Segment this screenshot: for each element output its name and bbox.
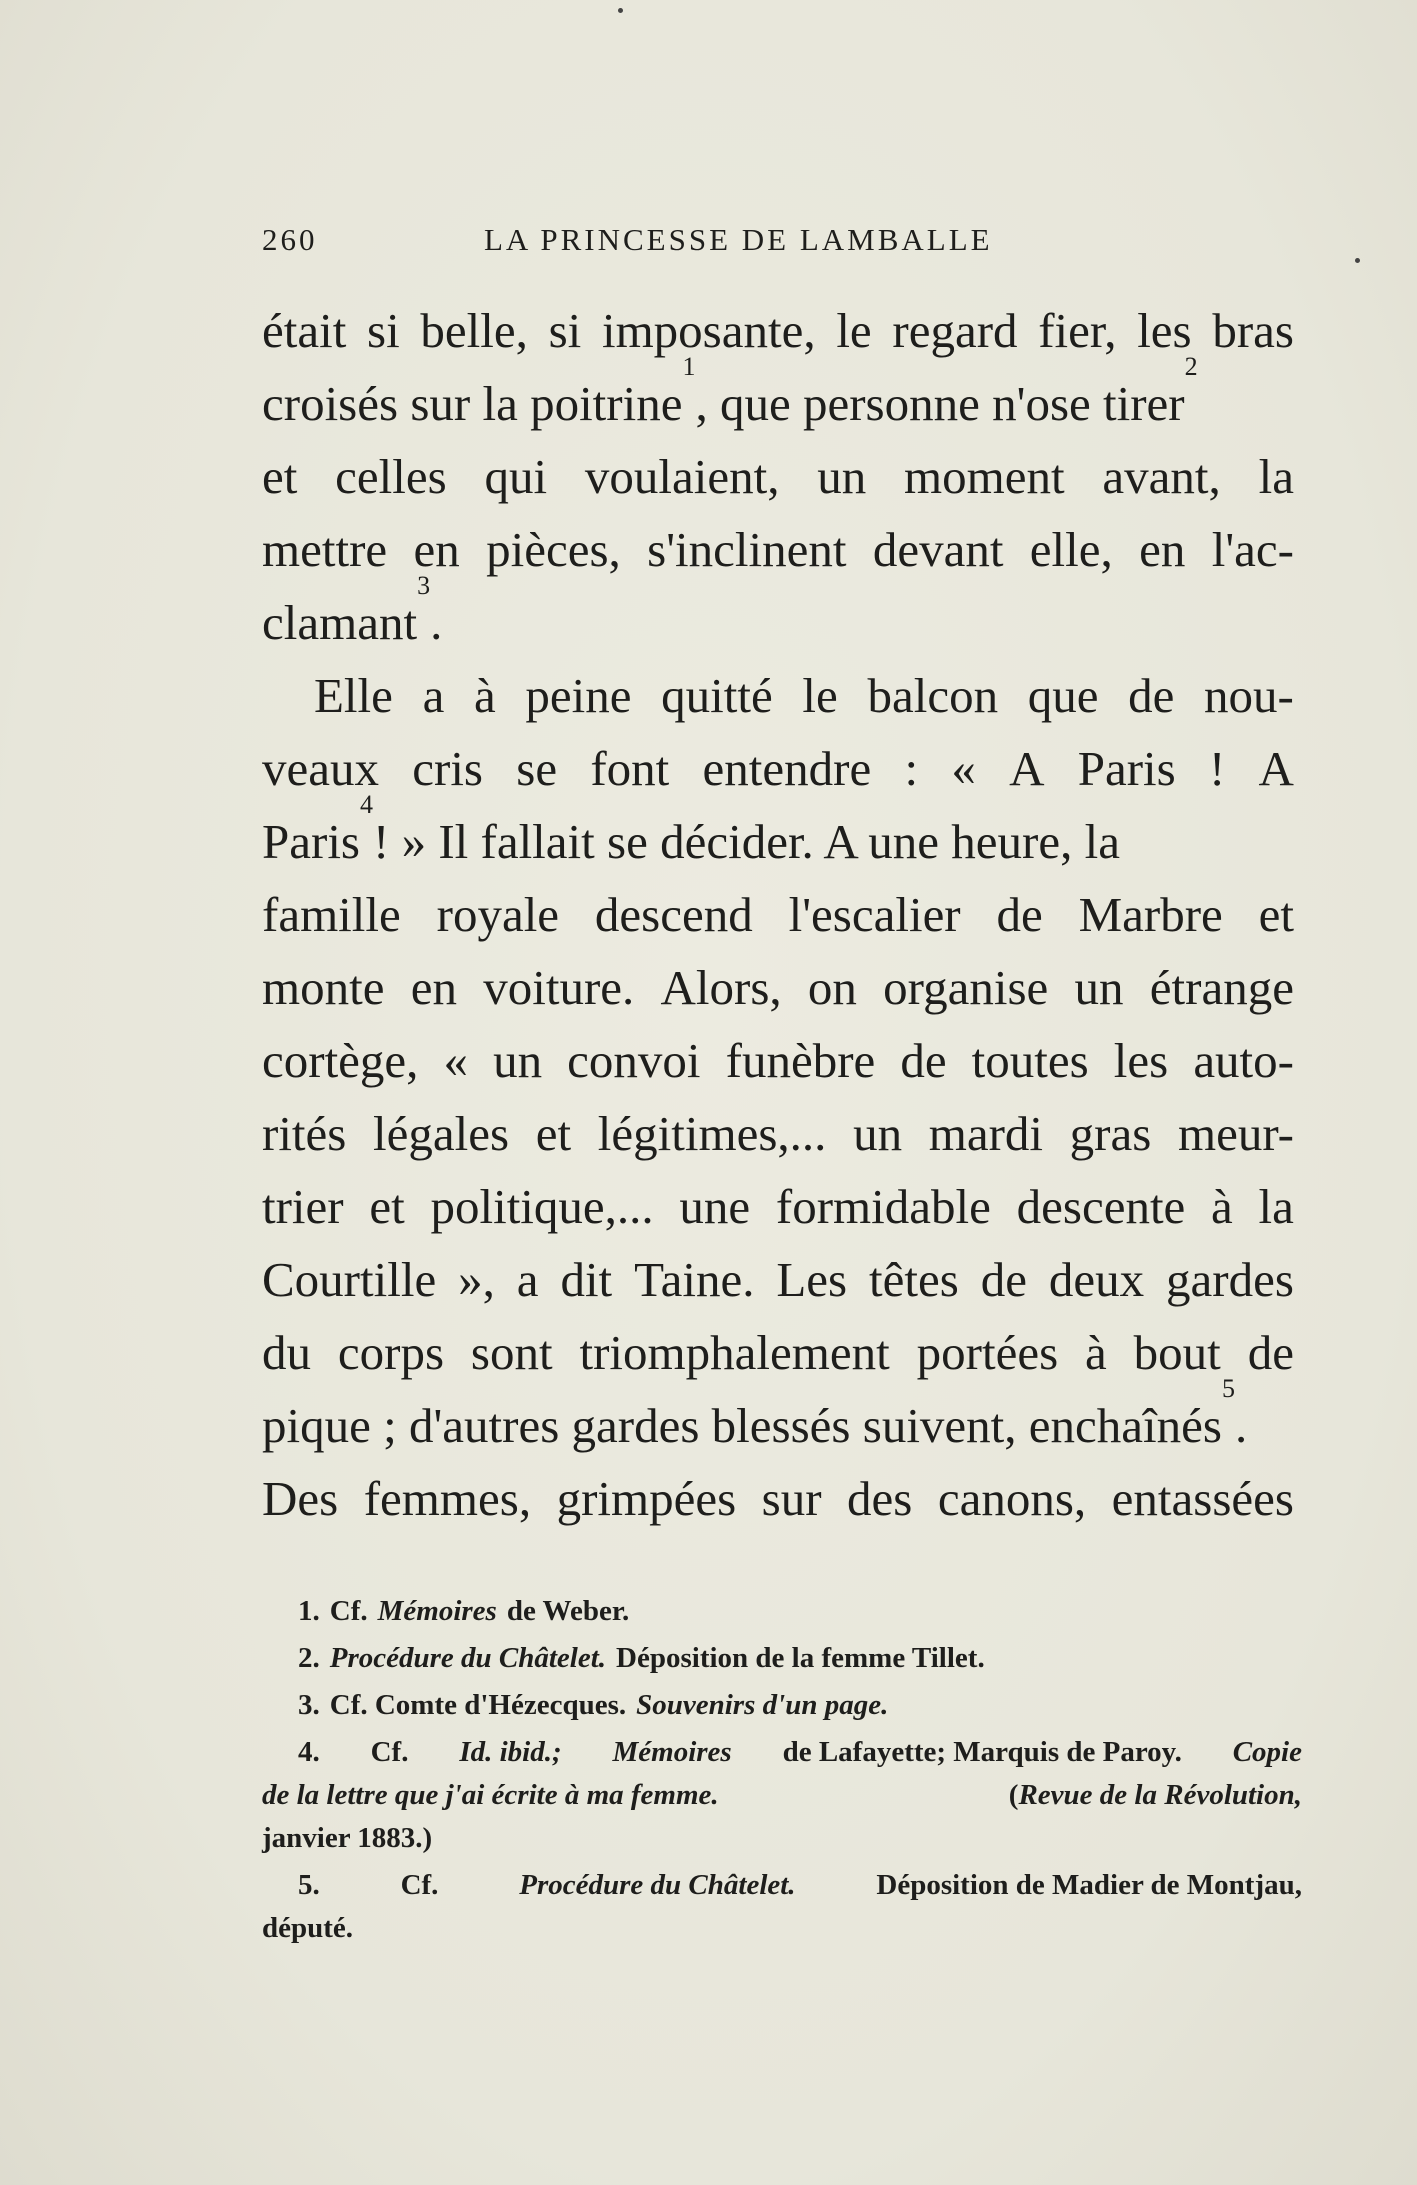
word: Des [262,1471,339,1526]
note-mark: 3 [417,571,431,600]
word: voiture. [483,960,635,1015]
word: mettre [262,522,388,577]
word: de [996,887,1043,942]
text-line-content: Paris [262,814,360,869]
word: royale [436,887,560,942]
word: voulaient, [584,449,780,504]
word: entassées [1111,1471,1294,1526]
footnote-title: Souvenirs d'un page. [636,1689,889,1721]
word: têtes [869,1252,959,1307]
word: grimpées [556,1471,737,1526]
footnote-number: 4. [298,1736,320,1768]
footnotes [262,1590,1302,1954]
word: un [1074,960,1124,1015]
word: Taine. [634,1252,755,1307]
word: qui [484,449,548,504]
word: moment [904,449,1065,504]
word: Marbre [1078,887,1223,942]
word: la [1258,1179,1294,1234]
word: « [951,741,976,796]
word: et [262,449,298,504]
text-line [262,571,1294,659]
word: descend [594,887,753,942]
word: A [1258,741,1294,796]
text-line [262,294,1294,367]
word: pièces, [486,522,621,577]
word: a [516,1252,539,1307]
footnote-5 [262,1864,1302,1950]
body-text [262,294,1294,1535]
word: corps [337,1325,445,1380]
word: gras [1069,1106,1152,1161]
word: nou- [1204,668,1294,723]
footnote-3 [262,1684,1302,1727]
text-line-content: , que personne n'ose tirer [695,376,1185,431]
footnote-text: Cf. Comte d'Hézecques. [329,1689,627,1721]
text-line-content: clamant [262,595,418,650]
word: étrange [1149,960,1294,1015]
footnote-4 [262,1731,1302,1860]
footnote-number: 2. [298,1642,320,1674]
text-line [262,951,1294,1024]
word: : [904,741,919,796]
word: portées [916,1325,1059,1380]
word: et [369,1179,405,1234]
text-line [262,790,1294,878]
note-mark: 1 [682,352,696,381]
word: était [262,303,347,358]
word: à [1211,1179,1233,1234]
word: un [493,1033,543,1088]
word: rités [262,1106,347,1161]
footnote-title: de la lettre que j'ai écrite à ma femme. [262,1779,719,1811]
word: la [1258,449,1294,504]
word: gardes [1166,1252,1294,1307]
footnote-title: Mémoires [377,1595,497,1627]
footnote-text: Cf. [400,1869,439,1901]
word: canons, [937,1471,1087,1526]
word: femmes, [363,1471,532,1526]
footnote-title: Id. ibid.; [459,1736,562,1768]
word: meur- [1177,1106,1294,1161]
text-line [262,1024,1294,1097]
word: sur [761,1471,822,1526]
word: en [410,960,457,1015]
word: à [473,668,496,723]
footnote-text: député. [262,1912,354,1944]
word: belle, [420,303,528,358]
word: Les [776,1252,848,1307]
text-line [262,1170,1294,1243]
word: si [367,303,400,358]
word: avant, [1102,449,1221,504]
word: bras [1212,303,1294,358]
footnote-1 [262,1590,1302,1633]
word: a [422,668,445,723]
word: cortège, [262,1033,419,1088]
word: famille [262,887,401,942]
word: font [590,741,670,796]
note-mark: 5 [1221,1374,1235,1403]
word: Courtille [262,1252,437,1307]
word: que [1027,668,1099,723]
running-head [262,222,1062,262]
word: fier, [1038,303,1117,358]
word: organise [883,960,1049,1015]
word: à [1085,1325,1107,1380]
word: légitimes,... [597,1106,827,1161]
footnote-title: Procédure du Châtelet. [329,1642,607,1674]
footnote-number: 5. [298,1869,320,1901]
word: veaux [262,741,379,796]
word: imposante, [601,303,816,358]
footnote-2 [262,1637,1302,1680]
text-line-content: croisés sur la poitrine [262,376,683,431]
word: devant [872,522,1004,577]
note-mark: 4 [360,790,373,819]
word: formidable [775,1179,991,1234]
word: de [900,1033,947,1088]
footnote-text: de Weber. [506,1595,630,1627]
text-line [262,732,1294,805]
word: s'inclinent [647,522,847,577]
word: dit [560,1252,613,1307]
word: ! [1208,741,1226,796]
text-line-content: ! » Il fallait se décider. A une heure, la [373,814,1120,869]
text-line [262,440,1294,513]
text-line [262,1462,1294,1535]
word: monte [262,960,385,1015]
word: mardi [928,1106,1044,1161]
word: triomphalement [579,1325,890,1380]
word: trier [262,1179,344,1234]
word: Elle [314,668,393,723]
footnote-number: 1. [298,1595,320,1627]
word: légales [373,1106,510,1161]
word: et [1258,887,1294,942]
footnote-title: Procédure du Châtelet. [519,1869,796,1901]
word: en [413,522,460,577]
footnote-text: Cf. [329,1595,368,1627]
running-title: LA PRINCESSE DE LAMBALLE [484,222,993,257]
word: funèbre [725,1033,876,1088]
word: de [1247,1325,1294,1380]
text-line [262,878,1294,951]
word: si [548,303,582,358]
word: balcon [867,668,999,723]
word: le [836,303,872,358]
word: deux [1048,1252,1145,1307]
footnote-text: Déposition de Madier de Montjau, [876,1869,1302,1901]
footnote-title: Revue de la Révolution, [1018,1779,1302,1811]
word: sont [470,1325,553,1380]
footnote-text: de Lafayette; Marquis de Paroy. [782,1736,1182,1768]
word: cris [412,741,483,796]
footnote-text: Déposition de la femme Tillet. [616,1642,985,1674]
footnote-text: Cf. [370,1736,409,1768]
word: « [443,1033,469,1088]
word: un [853,1106,903,1161]
word: une [679,1179,751,1234]
word: le [802,668,838,723]
text-line-content: . [430,595,443,650]
footnote-title: Mémoires [612,1736,732,1768]
word: entendre [702,741,872,796]
word: l'escalier [788,887,961,942]
word: quitté [661,668,773,723]
footnote-number: 3. [298,1689,320,1721]
word: on [807,960,857,1015]
word: regard [892,303,1018,358]
footnote-text: janvier 1883.) [262,1822,433,1854]
word: elle, [1029,522,1113,577]
word: du [262,1325,311,1380]
word: politique,... [430,1179,654,1234]
word: et [535,1106,572,1161]
text-line-content: . [1234,1398,1248,1453]
word: descente [1016,1179,1186,1234]
note-mark: 2 [1184,352,1198,381]
word: l'ac- [1211,522,1294,577]
word: auto- [1193,1033,1294,1088]
text-line [262,1243,1294,1316]
word: des [847,1471,913,1526]
word: se [516,741,558,796]
word: peine [525,668,632,723]
word: de [1128,668,1175,723]
word: les [1113,1033,1169,1088]
print-speck [618,8,623,13]
print-speck [1355,258,1360,263]
word: bout [1133,1325,1221,1380]
text-line [262,659,1294,732]
word: celles [335,449,447,504]
word: », [458,1252,495,1307]
text-line [262,1097,1294,1170]
word: convoi [567,1033,701,1088]
word: les [1137,303,1192,358]
word: Alors, [660,960,782,1015]
word: un [817,449,867,504]
word: toutes [971,1033,1089,1088]
word: en [1139,522,1186,577]
footnote-text: ( [1008,1779,1019,1811]
text-line [262,1374,1294,1462]
word: Paris [1077,741,1176,796]
text-line [262,1316,1294,1389]
page-number: 260 [262,222,318,257]
footnote-title: Copie [1232,1736,1302,1768]
word: A [1009,741,1045,796]
text-line-content: pique ; d'autres gardes blessés suivent, enchaînés [262,1398,1222,1453]
word: de [980,1252,1027,1307]
text-line [262,352,1294,440]
